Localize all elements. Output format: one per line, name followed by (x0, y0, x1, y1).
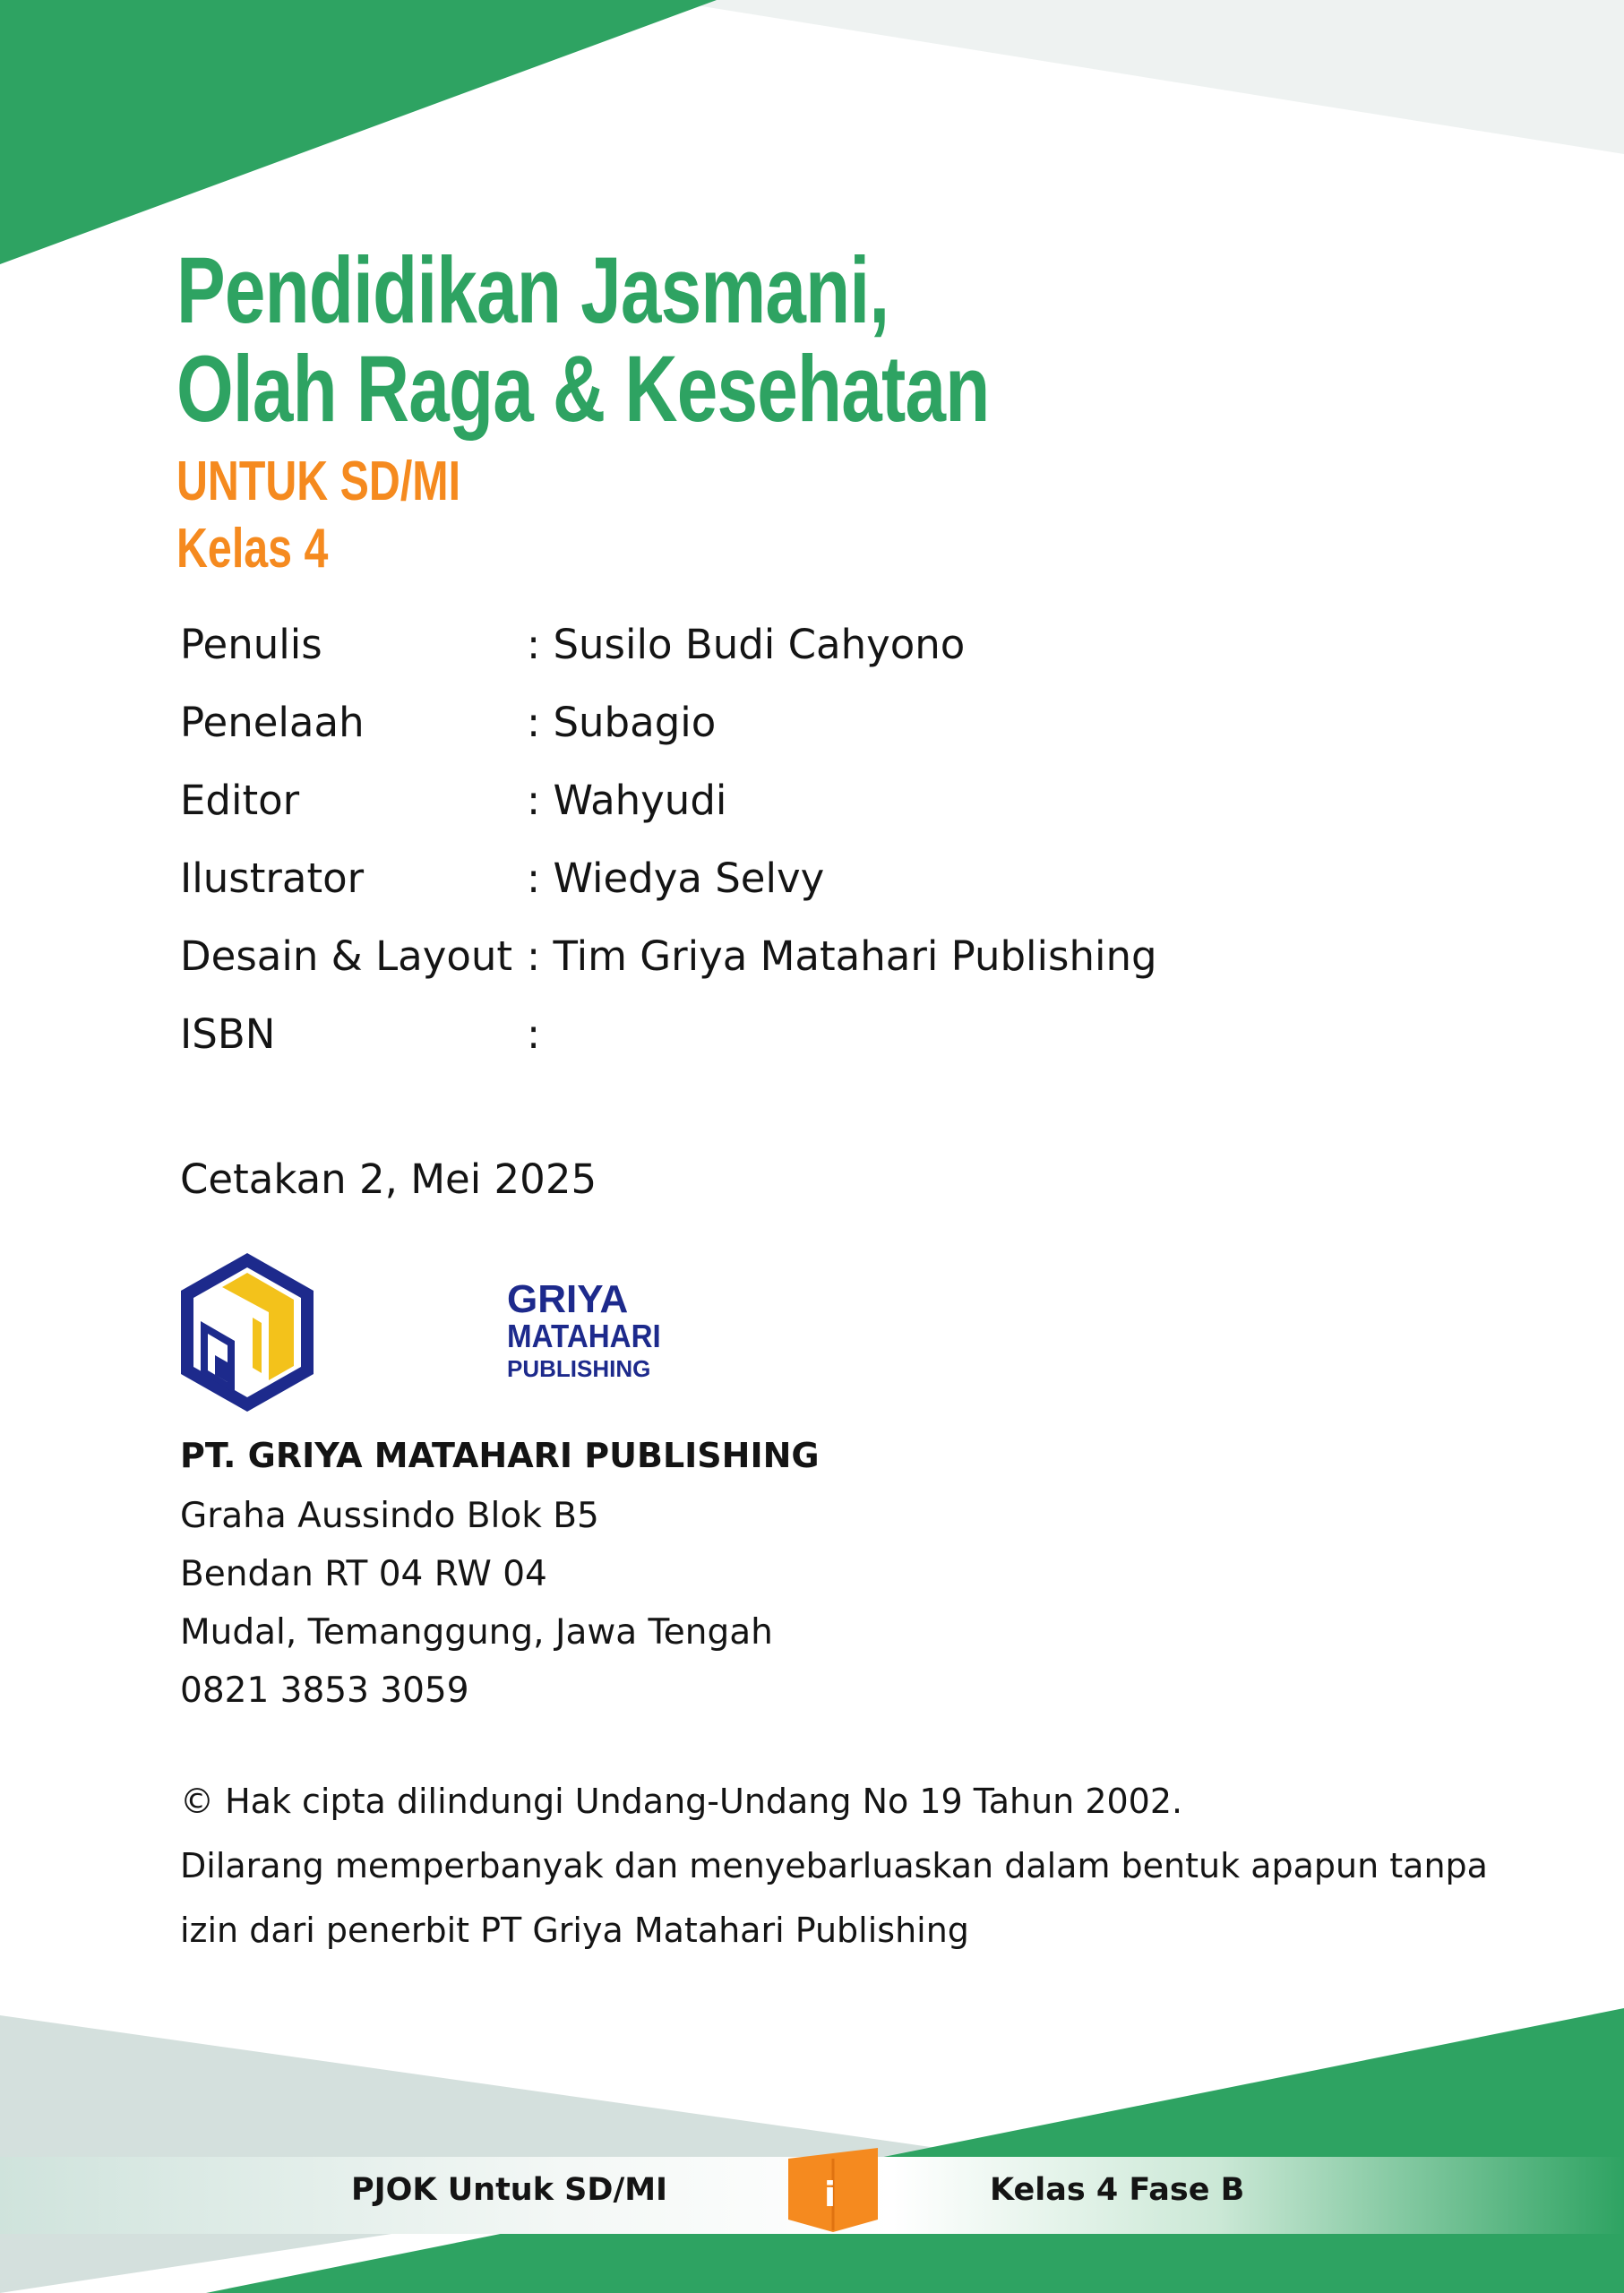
print-edition: Cetakan 2, Mei 2025 (180, 1155, 597, 1203)
footer-grade: Kelas 4 Fase B (990, 2172, 1245, 2208)
credit-row (180, 687, 1157, 765)
address-line: Bendan RT 04 RW 04 (180, 1554, 547, 1594)
logo-text-griya: GRIYA (507, 1277, 629, 1321)
gm-hexagon-logo-icon (176, 1250, 319, 1415)
credit-value: : Wahyudi (527, 777, 727, 824)
credit-value: : Wiedya Selvy (527, 855, 825, 902)
book-title (176, 238, 990, 442)
title-line-2: Olah Raga & Kesehatan (176, 337, 990, 442)
credit-value: : Susilo Budi Cahyono (527, 621, 966, 668)
credit-label: Ilustrator (180, 855, 365, 902)
copyright-line: © Hak cipta dilindungi Undang-Undang No 19 Tahun 2002. (180, 1782, 1183, 1821)
title-line-1: Pendidikan Jasmani, (176, 238, 889, 343)
credit-row (180, 921, 1157, 999)
logo-text-publishing: PUBLISHING (507, 1355, 651, 1382)
subtitle-grade: Kelas 4 (176, 518, 329, 580)
publisher-address (180, 1487, 773, 1720)
credit-label: Desain & Layout (180, 932, 513, 980)
logo-text-matahari: MATAHARI (507, 1318, 661, 1354)
credit-value: : Subagio (527, 699, 717, 746)
credit-row (180, 609, 1157, 687)
subtitle-level: UNTUK SD/MI (176, 451, 461, 512)
publisher-name: PT. GRIYA MATAHARI PUBLISHING (180, 1436, 820, 1475)
page-number: i (824, 2175, 837, 2214)
credit-row (180, 999, 1157, 1077)
credit-row (180, 843, 1157, 921)
copyright-line: Dilarang memperbanyak dan menyebarluaskan dalam bentuk apapun tanpa (180, 1846, 1488, 1885)
copyright-line: izin dari penerbit PT Griya Matahari Publishing (180, 1911, 969, 1950)
credit-label: Penulis (180, 621, 322, 668)
top-gray-band (663, 0, 1624, 154)
top-green-triangle (0, 0, 717, 264)
copyright-notice (180, 1769, 1488, 1962)
credits-list (180, 609, 1157, 1077)
publisher-logo (176, 1250, 661, 1415)
credit-label: Editor (180, 777, 300, 824)
credit-label: ISBN (180, 1010, 276, 1058)
credit-value: : Tim Griya Matahari Publishing (527, 932, 1157, 980)
credit-row (180, 765, 1157, 843)
address-line: Graha Aussindo Blok B5 (180, 1496, 599, 1536)
address-line: Mudal, Temanggung, Jawa Tengah (180, 1612, 773, 1653)
credit-value: : (527, 1010, 541, 1058)
credit-label: Penelaah (180, 699, 365, 746)
publisher-phone: 0821 3853 3059 (180, 1670, 469, 1711)
footer-book-title: PJOK Untuk SD/MI (351, 2172, 668, 2208)
